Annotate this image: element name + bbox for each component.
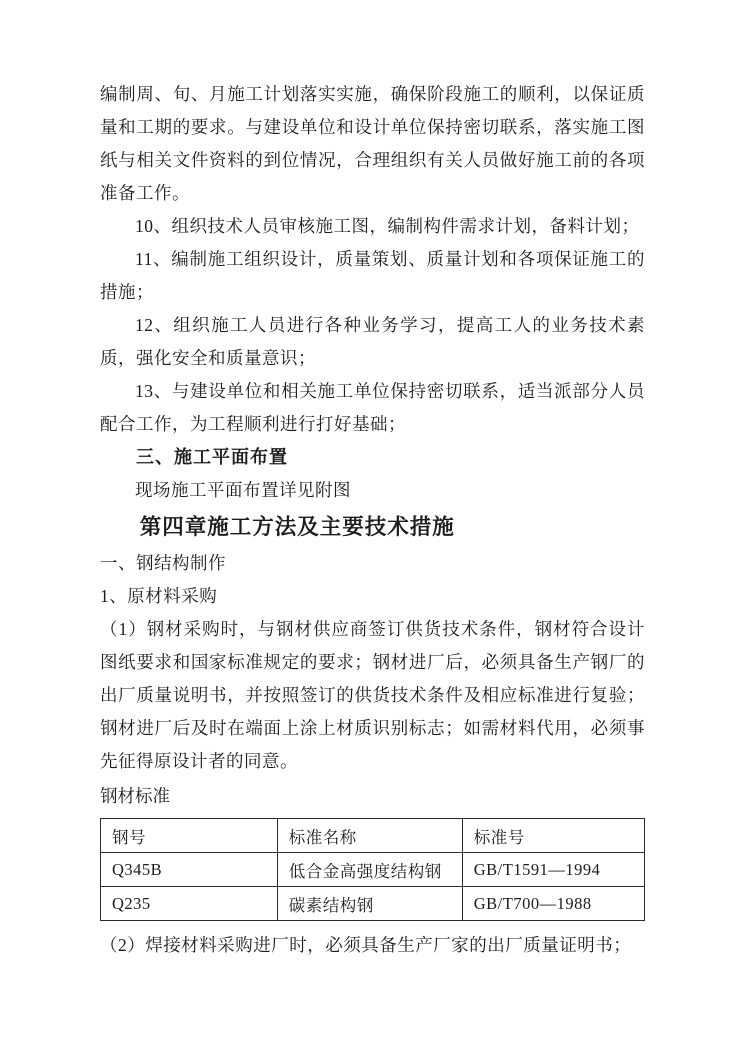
- table-cell-standard-number: GB/T700—1988: [462, 887, 644, 921]
- subsection-steel-fabrication: 一、钢结构制作: [100, 553, 226, 573]
- table-row-q345b: [101, 853, 645, 887]
- list-item-11: 11、编制施工组织设计，质量策划、质量计划和各项保证施工的措施；: [100, 249, 645, 302]
- table-cell-grade: Q235: [101, 887, 278, 921]
- subsection-raw-material-purchase: 1、原材料采购: [100, 586, 218, 606]
- section-note-site-layout: 现场施工平面布置详见附图: [135, 480, 351, 500]
- list-item-12: 12、组织施工人员进行各种业务学习，提高工人的业务技术素质，强化安全和质量意识；: [100, 315, 645, 368]
- chapter-heading-construction-methods: 第四章施工方法及主要技术措施: [139, 515, 455, 539]
- table-header-standard-number: 标准号: [462, 819, 644, 853]
- list-item-13: 13、与建设单位和相关施工单位保持密切联系，适当派部分人员配合工作，为工程顺利进行打好基础；: [100, 381, 645, 434]
- table-cell-standard-number: GB/T1591—1994: [462, 853, 644, 887]
- paragraph-steel-purchase: （1）钢材采购时，与钢材供应商签订供货技术条件，钢材符合设计图纸要求和国家标准规定的要求；钢材进厂后，必须具备生产钢厂的出厂质量说明书，并按照签订的供货技术条件及相应标准进行复验；钢材进厂后及时在端面上涂上材质识别标志；如需材料代用，必须事先征得原设计者的同意。: [100, 619, 645, 771]
- table-header-row: [101, 819, 645, 853]
- list-item-10: 10、组织技术人员审核施工图，编制构件需求计划，备料计划；: [135, 216, 640, 236]
- table-cell-standard-name: 低合金高强度结构钢: [277, 853, 462, 887]
- steel-standard-table: [100, 818, 645, 921]
- section-heading-site-layout: 三、施工平面布置: [136, 447, 288, 467]
- table-header-standard-name: 标准名称: [277, 819, 462, 853]
- table-row-q235: [101, 887, 645, 921]
- table-header-steel-grade: 钢号: [101, 819, 278, 853]
- table-cell-grade: Q345B: [101, 853, 278, 887]
- table-cell-standard-name: 碳素结构钢: [277, 887, 462, 921]
- table-caption-steel-standard: 钢材标准: [100, 786, 170, 806]
- paragraph-schedule-plan: 编制周、旬、月施工计划落实实施，确保阶段施工的顺利，以保证质量和工期的要求。与建设单位和设计单位保持密切联系，落实施工图纸与相关文件资料的到位情况，合理组织有关人员做好施工前的各项准备工作。: [100, 84, 645, 203]
- paragraph-welding-material: （2）焊接材料采购进厂时，必须具备生产厂家的出厂质量证明书；: [100, 935, 632, 955]
